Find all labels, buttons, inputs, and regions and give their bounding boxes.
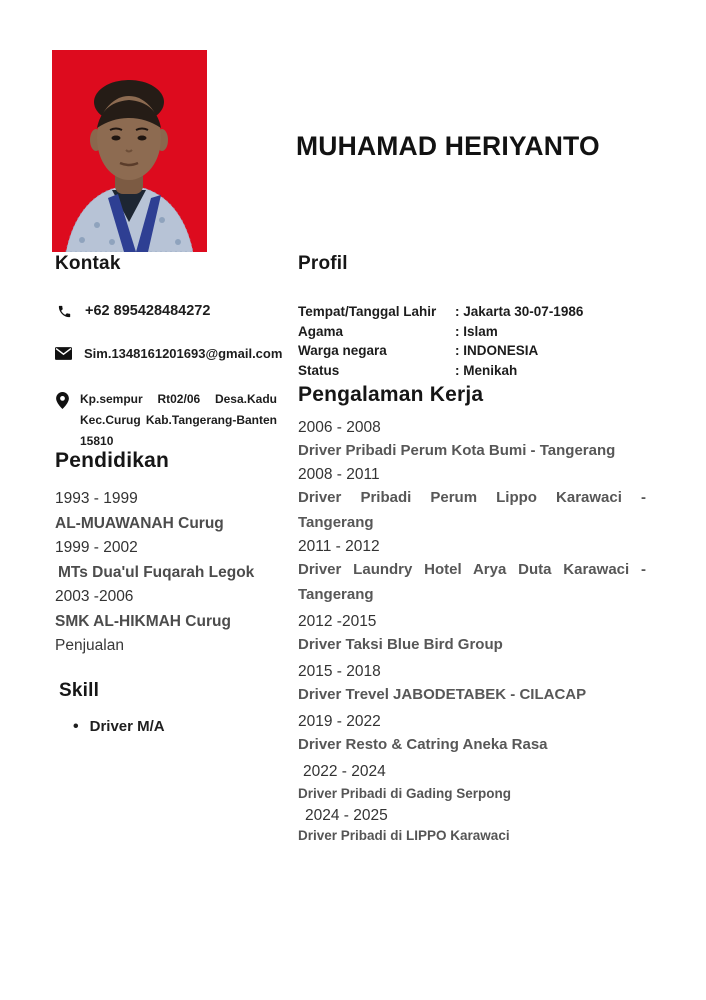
profile-value: : Jakarta 30-07-1986 <box>455 304 584 319</box>
page-title: MUHAMAD HERIYANTO <box>296 131 600 161</box>
pendidikan-heading: Pendidikan <box>55 449 170 472</box>
email-row <box>55 346 282 361</box>
profile-value: : Menikah <box>455 362 518 378</box>
profile-table <box>298 302 654 380</box>
profile-value: : Islam <box>455 323 498 339</box>
education-school: AL-MUAWANAH Curug <box>55 514 224 532</box>
profile-row <box>298 302 654 322</box>
location-pin-icon <box>56 392 69 409</box>
address-line: 15810 <box>80 434 114 448</box>
education-period: 1993 - 1999 <box>55 490 138 507</box>
address-line: Kp.sempur Rt02/06 Desa.Kadu <box>80 392 277 406</box>
phone-row <box>57 303 210 319</box>
photo-frame <box>52 50 207 252</box>
experience-period: 2008 - 2011 <box>298 466 380 483</box>
profile-row <box>298 341 654 361</box>
address-text <box>80 389 277 452</box>
education-school: SMK AL-HIKMAH Curug <box>55 612 231 630</box>
address-row <box>55 389 277 452</box>
experience-title: Driver Pribadi di Gading Serpong <box>298 786 512 801</box>
skill-label: Driver M/A <box>89 718 165 735</box>
phone-number: +62 895428484272 <box>85 303 211 319</box>
education-period: 1999 - 2002 <box>55 539 138 556</box>
education-list <box>55 487 287 659</box>
kontak-heading: Kontak <box>55 253 121 274</box>
profile-value: : INDONESIA <box>455 343 539 358</box>
experience-title: Driver Pribadi Perum Kota Bumi - Tangerang <box>298 442 616 459</box>
experience-period: 2015 - 2018 <box>298 663 381 680</box>
profile-label: Status <box>298 362 340 378</box>
email-address: Sim.1348161201693@gmail.com <box>84 346 283 361</box>
experience-title: Driver Pribadi Perum Lippo Karawaci - Tangerang <box>298 489 646 531</box>
profile-label: Agama <box>298 323 344 339</box>
experience-period: 2022 - 2024 <box>303 763 386 780</box>
experience-title: Driver Resto & Catring Aneka Rasa <box>298 736 548 753</box>
education-period: 2003 -2006 <box>55 588 134 605</box>
address-line: Kec.Curug Kab.Tangerang-Banten <box>80 413 277 427</box>
experience-period: 2019 - 2022 <box>298 713 381 730</box>
bullet-icon: • <box>73 717 79 735</box>
experience-title: Driver Trevel JABODETABEK - CILACAP <box>298 686 587 703</box>
experience-title: Driver Taksi Blue Bird Group <box>298 636 503 653</box>
email-icon <box>55 347 72 360</box>
skill-heading: Skill <box>59 680 100 701</box>
photo-portrait <box>52 50 207 252</box>
experience-list <box>298 416 646 845</box>
experience-period: 2012 -2015 <box>298 613 377 630</box>
profile-row <box>298 361 654 381</box>
pengalaman-heading: Pengalaman Kerja <box>298 383 484 406</box>
experience-period: 2024 - 2025 <box>305 807 388 824</box>
experience-title: Driver Pribadi di LIPPO Karawaci <box>298 828 510 843</box>
experience-period: 2011 - 2012 <box>298 538 380 555</box>
experience-title: Driver Laundry Hotel Arya Duta Karawaci - Tangerang <box>298 561 646 603</box>
education-note: Penjualan <box>55 637 124 654</box>
phone-icon <box>57 304 72 319</box>
experience-period: 2006 - 2008 <box>298 419 381 436</box>
skill-item <box>73 718 165 735</box>
profile-row <box>298 322 654 342</box>
profile-label: Tempat/Tanggal Lahir <box>298 304 437 319</box>
education-school: MTs Dua'ul Fuqarah Legok <box>58 563 255 581</box>
profil-heading: Profil <box>298 253 348 274</box>
profile-label: Warga negara <box>298 343 387 358</box>
